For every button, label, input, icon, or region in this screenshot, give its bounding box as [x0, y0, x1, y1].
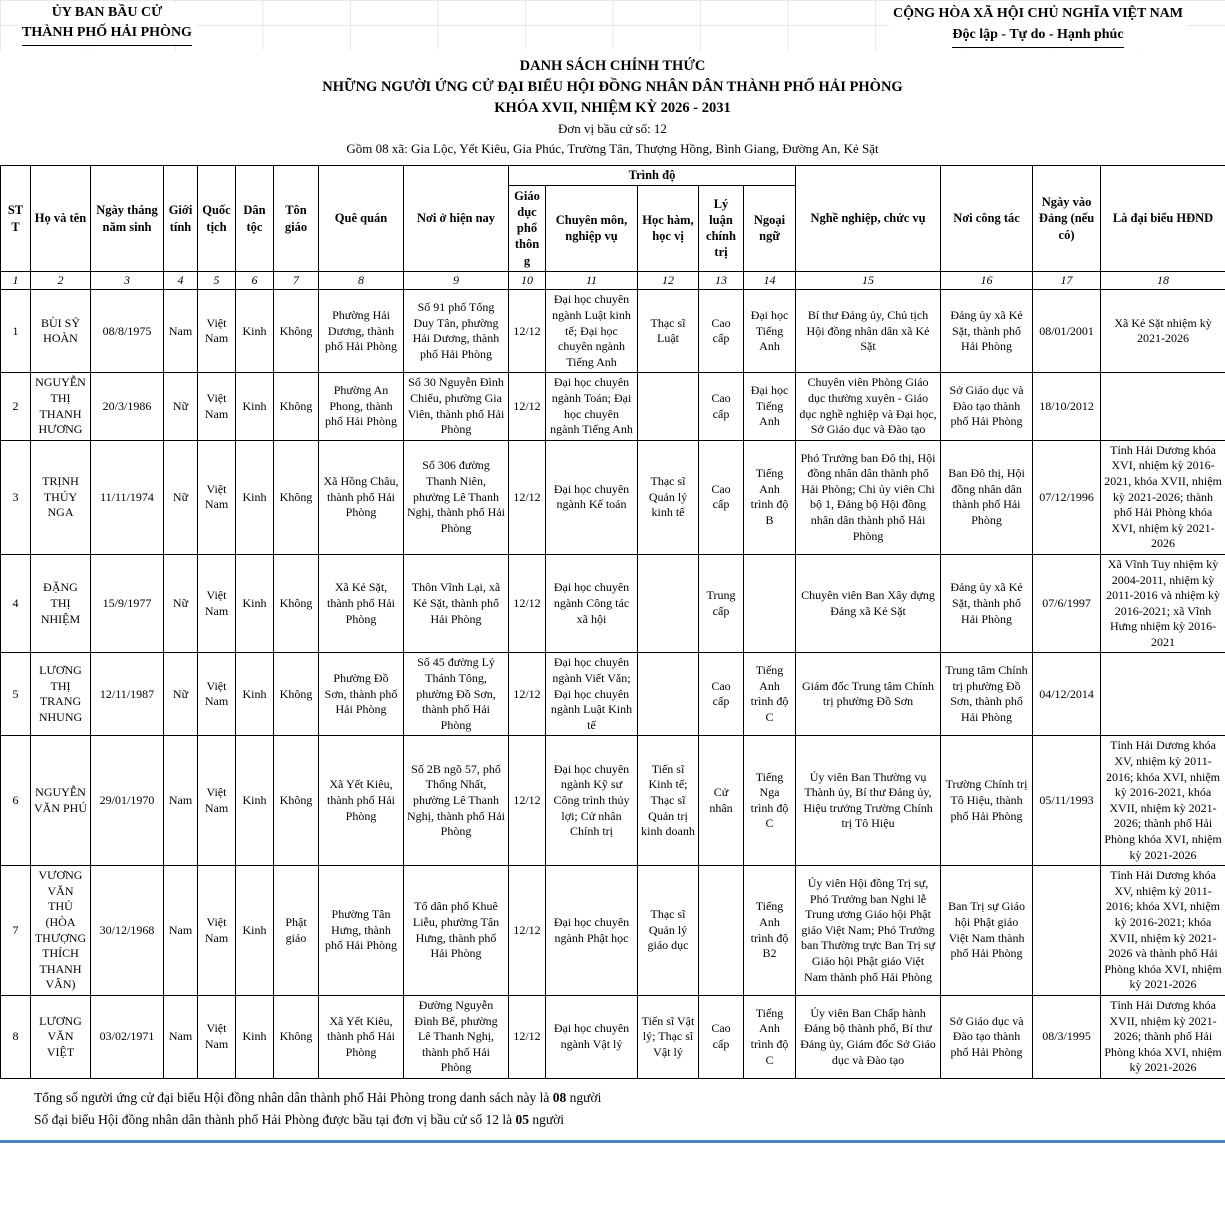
column-index-17: 17: [1033, 271, 1101, 290]
seats-count: 05: [515, 1111, 529, 1127]
cell-council-member: [1101, 653, 1225, 736]
cell-party-date: 18/10/2012: [1033, 373, 1101, 440]
cell-workplace: Đảng ủy xã Kẻ Sặt, thành phố Hải Phòng: [941, 290, 1033, 373]
cell-dob: 08/8/1975: [91, 290, 164, 373]
col-header-academic: Học hàm, học vị: [638, 185, 699, 271]
cell-party-date: 08/01/2001: [1033, 290, 1101, 373]
cell-workplace: Trung tâm Chính trị phường Đồ Sơn, thành phố Hải Phòng: [941, 653, 1033, 736]
cell-stt: 5: [1, 653, 31, 736]
motto-line1: CỘNG HÒA XÃ HỘI CHỦ NGHĨA VIỆT NAM: [892, 6, 1183, 21]
column-index-16: 16: [941, 271, 1033, 290]
column-index-15: 15: [796, 271, 941, 290]
table-row: [1, 995, 1225, 1078]
cell-council-member: Xã Kẻ Sặt nhiệm kỳ 2021-2026: [1101, 290, 1225, 373]
cell-hometown: Phường An Phong, thành phố Hải Phòng: [319, 373, 404, 440]
cell-foreign-language: Tiếng Anh trình độ B2: [744, 866, 796, 996]
cell-foreign-language: [744, 554, 796, 653]
cell-general-education: 12/12: [509, 736, 546, 866]
org-line2: THÀNH PHỐ HẢI PHÒNG: [22, 23, 192, 45]
cell-residence: Số 306 đường Thanh Niên, phường Lê Thanh Nghị, thành phố Hải Phòng: [404, 440, 509, 554]
cell-stt: 2: [1, 373, 31, 440]
cell-name: VƯƠNG VĂN THỦ (HÒA THƯỢNG THÍCH THANH VÂN): [31, 866, 91, 996]
table-row: [1, 653, 1225, 736]
cell-dob: 20/3/1986: [91, 373, 164, 440]
cell-name: TRỊNH THÚY NGA: [31, 440, 91, 554]
cell-political-theory: Cao cấp: [699, 440, 744, 554]
cell-foreign-language: Tiếng Anh trình độ C: [744, 995, 796, 1078]
table-header: [1, 166, 1225, 290]
col-group-qualification: Trình độ: [509, 166, 796, 185]
cell-stt: 7: [1, 866, 31, 996]
cell-council-member: Tỉnh Hải Dương khóa XVI, nhiệm kỳ 2016-2021, khóa XVII, nhiệm kỳ 2021-2026; thành phố Hải Phòng khóa XVI, nhiệm kỳ 2021-2026: [1101, 440, 1225, 554]
column-index-13: 13: [699, 271, 744, 290]
cell-stt: 6: [1, 736, 31, 866]
cell-dob: 15/9/1977: [91, 554, 164, 653]
cell-gender: Nam: [164, 866, 198, 996]
cell-gender: Nữ: [164, 373, 198, 440]
cell-ethnicity: Kinh: [236, 373, 274, 440]
column-index-10: 10: [509, 271, 546, 290]
cell-workplace: Ban Trị sự Giáo hội Phật giáo Việt Nam thành phố Hải Phòng: [941, 866, 1033, 996]
col-header-hometown: Quê quán: [319, 166, 404, 272]
cell-political-theory: [699, 866, 744, 996]
cell-occupation: Phó Trưởng ban Đô thị, Hội đồng nhân dân thành phố Hải Phòng; Chi ủy viên Chi bộ 1, Đảng bộ Hội đồng nhân dân thành phố Hải Phòng: [796, 440, 941, 554]
cell-general-education: 12/12: [509, 373, 546, 440]
cell-party-date: 05/11/1993: [1033, 736, 1101, 866]
col-header-residence: Nơi ở hiện nay: [404, 166, 509, 272]
cell-workplace: Sở Giáo dục và Đào tạo thành phố Hải Phòng: [941, 995, 1033, 1078]
cell-residence: Số 2B ngõ 57, phố Thống Nhất, phường Lê Thanh Nghị, thành phố Hải Phòng: [404, 736, 509, 866]
cell-academic: Tiến sĩ Kinh tế; Thạc sĩ Quản trị kinh doanh: [638, 736, 699, 866]
cell-occupation: Chuyên viên Phòng Giáo dục thường xuyên - Giáo dục nghề nghiệp và Đại học, Sở Giáo dục và Đào tạo: [796, 373, 941, 440]
cell-general-education: 12/12: [509, 554, 546, 653]
col-header-occupation: Nghề nghiệp, chức vụ: [796, 166, 941, 272]
col-header-council-member: Là đại biểu HĐND: [1101, 166, 1225, 272]
cell-gender: Nam: [164, 736, 198, 866]
cell-general-education: 12/12: [509, 995, 546, 1078]
cell-professional: Đại học chuyên ngành Viết Văn; Đại học chuyên ngành Luật Kinh tế: [546, 653, 638, 736]
cell-ethnicity: Kinh: [236, 440, 274, 554]
column-index-1: 1: [1, 271, 31, 290]
column-index-6: 6: [236, 271, 274, 290]
cell-professional: Đại học chuyên ngành Phật học: [546, 866, 638, 996]
cell-stt: 1: [1, 290, 31, 373]
col-header-religion: Tôn giáo: [274, 166, 319, 272]
cell-general-education: 12/12: [509, 866, 546, 996]
col-header-party-date: Ngày vào Đảng (nếu có): [1033, 166, 1101, 272]
cell-nationality: Việt Nam: [198, 440, 236, 554]
cell-dob: 12/11/1987: [91, 653, 164, 736]
column-index-11: 11: [546, 271, 638, 290]
cell-party-date: 07/6/1997: [1033, 554, 1101, 653]
cell-religion: Không: [274, 440, 319, 554]
column-index-5: 5: [198, 271, 236, 290]
cell-nationality: Việt Nam: [198, 290, 236, 373]
col-header-general-education: Giáo dục phổ thông: [509, 185, 546, 271]
cell-residence: Tổ dân phố Khuê Liễu, phường Tân Hưng, thành phố Hải Phòng: [404, 866, 509, 996]
cell-academic: Tiến sĩ Vật lý; Thạc sĩ Vật lý: [638, 995, 699, 1078]
cell-religion: Không: [274, 995, 319, 1078]
table-row: [1, 736, 1225, 866]
cell-foreign-language: Tiếng Anh trình độ C: [744, 653, 796, 736]
col-header-ethnicity: Dân tộc: [236, 166, 274, 272]
cell-nationality: Việt Nam: [198, 653, 236, 736]
cell-residence: Đường Nguyễn Đình Bể, phường Lê Thanh Nghị, thành phố Hải Phòng: [404, 995, 509, 1078]
column-index-9: 9: [404, 271, 509, 290]
cell-academic: Thạc sĩ Luật: [638, 290, 699, 373]
cell-academic: [638, 373, 699, 440]
cell-stt: 8: [1, 995, 31, 1078]
cell-residence: Số 91 phố Tống Duy Tân, phường Hải Dương, thành phố Hải Phòng: [404, 290, 509, 373]
cell-party-date: [1033, 866, 1101, 996]
cell-religion: Không: [274, 373, 319, 440]
cell-name: BÙI SỸ HOÀN: [31, 290, 91, 373]
cell-name: LƯƠNG THỊ TRANG NHUNG: [31, 653, 91, 736]
cell-religion: Không: [274, 653, 319, 736]
cell-professional: Đại học chuyên ngành Luật kinh tế; Đại học chuyên ngành Tiếng Anh: [546, 290, 638, 373]
column-index-4: 4: [164, 271, 198, 290]
issuing-org: [18, 3, 196, 46]
cell-occupation: Bí thư Đảng ủy, Chủ tịch Hội đồng nhân dân xã Kẻ Sặt: [796, 290, 941, 373]
cell-gender: Nam: [164, 290, 198, 373]
col-header-political-theory: Lý luận chính trị: [699, 185, 744, 271]
col-header-gender: Giới tính: [164, 166, 198, 272]
cell-general-education: 12/12: [509, 290, 546, 373]
table-row: [1, 440, 1225, 554]
cell-professional: Đại học chuyên ngành Kế toán: [546, 440, 638, 554]
cell-name: NGUYỄN VĂN PHÚ: [31, 736, 91, 866]
total-candidates-count: 08: [552, 1089, 567, 1105]
col-header-stt: STT: [1, 166, 31, 272]
cell-ethnicity: Kinh: [236, 995, 274, 1078]
candidate-table: [0, 165, 1225, 1079]
column-index-7: 7: [274, 271, 319, 290]
cell-foreign-language: Đại học Tiếng Anh: [744, 290, 796, 373]
column-index-2: 2: [31, 271, 91, 290]
cell-workplace: Trường Chính trị Tô Hiệu, thành phố Hải Phòng: [941, 736, 1033, 866]
col-header-dob: Ngày tháng năm sinh: [91, 166, 164, 272]
cell-gender: Nữ: [164, 653, 198, 736]
table-row: [1, 290, 1225, 373]
cell-foreign-language: Đại học Tiếng Anh: [744, 373, 796, 440]
summary-line2: Số đại biểu Hội đồng nhân dân thành phố Hải Phòng được bầu tại đơn vị bầu cử số 12 là 05 người: [34, 1111, 565, 1127]
table-row: [1, 554, 1225, 653]
cell-occupation: Ủy viên Hội đồng Trị sự, Phó Trưởng ban Nghi lễ Trung ương Giáo hội Phật giáo Việt Nam; Phó Trưởng ban Thường trực Ban Trị sự Giáo hội Phật giáo Việt Nam thành phố Hải Phòng: [796, 866, 941, 996]
cell-political-theory: Cử nhân: [699, 736, 744, 866]
cell-nationality: Việt Nam: [198, 995, 236, 1078]
cell-hometown: Xã Kẻ Sặt, thành phố Hải Phòng: [319, 554, 404, 653]
col-header-name: Họ và tên: [31, 166, 91, 272]
cell-nationality: Việt Nam: [198, 736, 236, 866]
cell-academic: Thạc sĩ Quản lý kinh tế: [638, 440, 699, 554]
cell-workplace: Đảng ủy xã Kẻ Sặt, thành phố Hải Phòng: [941, 554, 1033, 653]
cell-religion: Không: [274, 736, 319, 866]
cell-foreign-language: Tiếng Anh trình độ B: [744, 440, 796, 554]
cell-ethnicity: Kinh: [236, 736, 274, 866]
cell-ethnicity: Kinh: [236, 554, 274, 653]
cell-occupation: Ủy viên Ban Chấp hành Đảng bộ thành phố, Bí thư Đảng ủy, Giám đốc Sở Giáo dục và Đào tạo: [796, 995, 941, 1078]
cell-council-member: Xã Vĩnh Tuy nhiệm kỳ 2004-2011, nhiệm kỳ 2011-2016 và nhiệm kỳ 2016-2021; xã Vĩnh Hưng nhiệm kỳ 2016-2021: [1101, 554, 1225, 653]
cell-residence: Số 45 đường Lý Thánh Tông, phường Đồ Sơn, thành phố Hải Phòng: [404, 653, 509, 736]
cell-dob: 03/02/1971: [91, 995, 164, 1078]
col-header-workplace: Nơi công tác: [941, 166, 1033, 272]
cell-professional: Đại học chuyên ngành Toán; Đại học chuyên ngành Tiếng Anh: [546, 373, 638, 440]
title-line2: NHỮNG NGƯỜI ỨNG CỬ ĐẠI BIỂU HỘI ĐỒNG NHÂN DÂN THÀNH PHỐ HẢI PHÒNG: [322, 79, 903, 96]
column-index-18: 18: [1101, 271, 1225, 290]
column-index-8: 8: [319, 271, 404, 290]
cell-hometown: Phường Đồ Sơn, thành phố Hải Phòng: [319, 653, 404, 736]
cell-occupation: Giám đốc Trung tâm Chính trị phường Đồ Sơn: [796, 653, 941, 736]
cell-ethnicity: Kinh: [236, 866, 274, 996]
summary-line1: Tổng số người ứng cử đại biểu Hội đồng nhân dân thành phố Hải Phòng trong danh sách này là 08 người: [34, 1089, 602, 1105]
communes-list: Gồm 08 xã: Gia Lộc, Yết Kiêu, Gia Phúc, Trường Tân, Thượng Hồng, Bình Giang, Đường An, Kẻ Sặt: [346, 141, 879, 157]
cell-political-theory: Cao cấp: [699, 653, 744, 736]
cell-academic: [638, 554, 699, 653]
cell-dob: 11/11/1974: [91, 440, 164, 554]
cell-residence: Thôn Vĩnh Lại, xã Kẻ Sặt, thành phố Hải Phòng: [404, 554, 509, 653]
cell-academic: [638, 653, 699, 736]
table-row: [1, 866, 1225, 996]
org-line1: ỦY BAN BẦU CỬ: [51, 5, 163, 20]
column-index-12: 12: [638, 271, 699, 290]
col-header-professional: Chuyên môn, nghiệp vụ: [546, 185, 638, 271]
cell-residence: Số 30 Nguyễn Đình Chiểu, phường Gia Viên, thành phố Hải Phòng: [404, 373, 509, 440]
title-line1: DANH SÁCH CHÍNH THỨC: [519, 58, 706, 74]
cell-religion: Không: [274, 554, 319, 653]
cell-gender: Nữ: [164, 440, 198, 554]
col-header-nationality: Quốc tịch: [198, 166, 236, 272]
cell-foreign-language: Tiếng Nga trình độ C: [744, 736, 796, 866]
cell-party-date: 07/12/1996: [1033, 440, 1101, 554]
cell-workplace: Ban Đô thị, Hội đồng nhân dân thành phố Hải Phòng: [941, 440, 1033, 554]
column-index-14: 14: [744, 271, 796, 290]
cell-stt: 4: [1, 554, 31, 653]
cell-hometown: Phường Hải Dương, thành phố Hải Phòng: [319, 290, 404, 373]
cell-hometown: Xã Yết Kiêu, thành phố Hải Phòng: [319, 995, 404, 1078]
cell-occupation: Chuyên viên Ban Xây dựng Đảng xã Kẻ Sặt: [796, 554, 941, 653]
cell-name: LƯƠNG VĂN VIỆT: [31, 995, 91, 1078]
cell-political-theory: Cao cấp: [699, 995, 744, 1078]
cell-ethnicity: Kinh: [236, 653, 274, 736]
cell-religion: Phật giáo: [274, 866, 319, 996]
cell-nationality: Việt Nam: [198, 866, 236, 996]
cell-gender: Nữ: [164, 554, 198, 653]
cell-professional: Đại học chuyên ngành Công tác xã hội: [546, 554, 638, 653]
letterhead: [0, 0, 1225, 50]
cell-name: ĐẶNG THỊ NHIỆM: [31, 554, 91, 653]
election-unit: Đơn vị bầu cử số: 12: [558, 121, 667, 137]
national-header: [889, 3, 1187, 48]
cell-nationality: Việt Nam: [198, 373, 236, 440]
cell-professional: Đại học chuyên ngành Kỹ sư Công trình thủy lợi; Cử nhân Chính trị: [546, 736, 638, 866]
cell-occupation: Ủy viên Ban Thường vụ Thành ủy, Bí thư Đảng ủy, Hiệu trưởng Trường Chính trị Tô Hiệu: [796, 736, 941, 866]
cell-hometown: Xã Hồng Châu, thành phố Hải Phòng: [319, 440, 404, 554]
cell-religion: Không: [274, 290, 319, 373]
document-title: [0, 56, 1225, 159]
cell-general-education: 12/12: [509, 653, 546, 736]
cell-gender: Nam: [164, 995, 198, 1078]
cell-council-member: Tỉnh Hải Dương khóa XVII, nhiệm kỳ 2021-2026; thành phố Hải Phòng khóa XVI, nhiệm kỳ 2021-2026: [1101, 995, 1225, 1078]
cell-party-date: 04/12/2014: [1033, 653, 1101, 736]
cell-council-member: [1101, 373, 1225, 440]
summary-block: [0, 1079, 1225, 1136]
cell-stt: 3: [1, 440, 31, 554]
column-index-row: [1, 271, 1225, 290]
column-index-3: 3: [91, 271, 164, 290]
cell-political-theory: Cao cấp: [699, 290, 744, 373]
bottom-grid-line: [0, 1140, 1225, 1143]
cell-hometown: Xã Yết Kiêu, thành phố Hải Phòng: [319, 736, 404, 866]
cell-general-education: 12/12: [509, 440, 546, 554]
motto-line2: Độc lập - Tự do - Hạnh phúc: [952, 24, 1123, 48]
table-row: [1, 373, 1225, 440]
cell-professional: Đại học chuyên ngành Vật lý: [546, 995, 638, 1078]
cell-name: NGUYỄN THỊ THANH HƯƠNG: [31, 373, 91, 440]
cell-dob: 29/01/1970: [91, 736, 164, 866]
cell-political-theory: Trung cấp: [699, 554, 744, 653]
cell-ethnicity: Kinh: [236, 290, 274, 373]
cell-academic: Thạc sĩ Quản lý giáo dục: [638, 866, 699, 996]
col-header-foreign-language: Ngoại ngữ: [744, 185, 796, 271]
cell-hometown: Phường Tân Hưng, thành phố Hải Phòng: [319, 866, 404, 996]
cell-council-member: Tỉnh Hải Dương khóa XV, nhiệm kỳ 2011-2016; khóa XVI, nhiệm kỳ 2016-2021; khóa XVII, nhiệm kỳ 2021-2026 và thành phố Hải Phòng khóa XVI, nhiệm kỳ 2021-2026: [1101, 866, 1225, 996]
cell-nationality: Việt Nam: [198, 554, 236, 653]
candidate-table-body: [1, 290, 1225, 1079]
title-line3: KHÓA XVII, NHIỆM KỲ 2026 - 2031: [494, 100, 731, 117]
cell-dob: 30/12/1968: [91, 866, 164, 996]
cell-party-date: 08/3/1995: [1033, 995, 1101, 1078]
cell-political-theory: Cao cấp: [699, 373, 744, 440]
cell-workplace: Sở Giáo dục và Đào tạo thành phố Hải Phòng: [941, 373, 1033, 440]
cell-council-member: Tỉnh Hải Dương khóa XV, nhiệm kỳ 2011-2016; khóa XVI, nhiệm kỳ 2016-2021, khóa XVII, nhiệm kỳ 2021-2026; thành phố Hải Phòng khóa XVI, nhiệm kỳ 2021-2026: [1101, 736, 1225, 866]
